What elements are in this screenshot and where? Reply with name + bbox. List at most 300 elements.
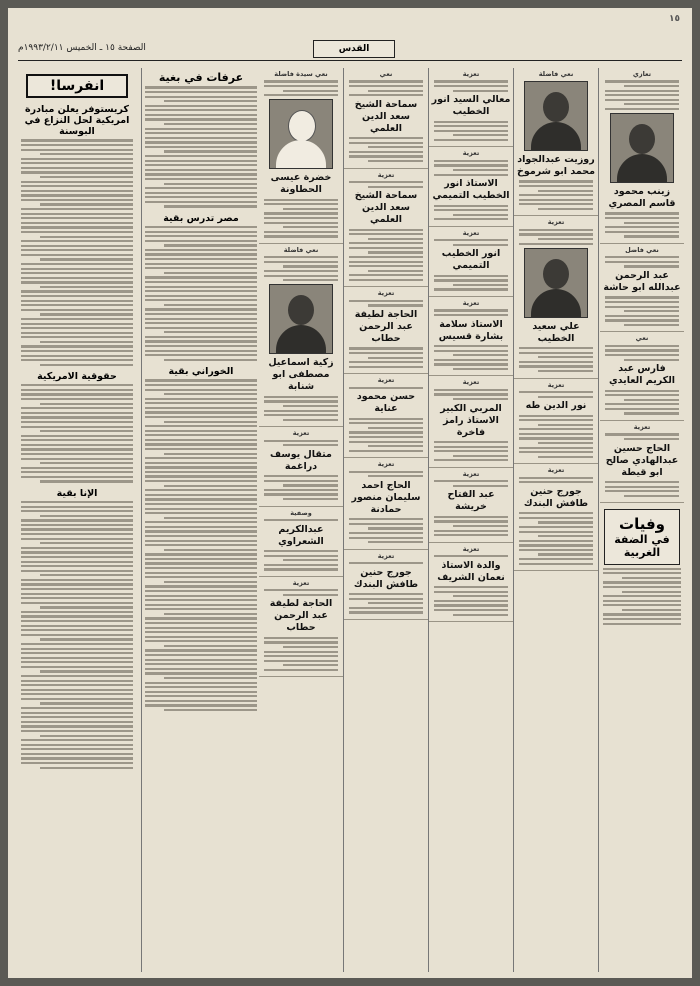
text-line [519, 180, 593, 182]
text-line [368, 251, 423, 253]
text-line [519, 428, 593, 430]
text-line [145, 498, 257, 500]
text-line [145, 434, 257, 436]
text-line [145, 379, 257, 381]
text-line [21, 519, 133, 521]
text-line [264, 660, 338, 662]
text-line [145, 231, 257, 233]
text-line [145, 521, 257, 523]
text-line [145, 354, 257, 356]
text-line [349, 593, 423, 595]
text-line [21, 149, 133, 151]
text-line [368, 146, 423, 148]
text-line [21, 389, 133, 391]
text-line [453, 485, 508, 487]
text-line [453, 368, 508, 370]
text-line [145, 340, 257, 342]
text-line [21, 213, 133, 215]
text-line [145, 249, 257, 251]
text-line [605, 256, 679, 258]
text-line [434, 125, 508, 127]
text-line [538, 456, 593, 458]
text-line [538, 442, 593, 444]
text-line [349, 518, 423, 520]
deceased-name: عبدالكريم الشعراوي [278, 523, 324, 547]
text-line [21, 226, 133, 228]
text-line [603, 623, 681, 625]
text-line [283, 646, 338, 648]
text-line [622, 577, 681, 579]
text-line [453, 134, 508, 136]
obituary-notice [600, 68, 684, 244]
text-line [21, 693, 133, 695]
text-line [264, 414, 338, 416]
text-line [349, 598, 423, 600]
text-line [264, 410, 338, 412]
text-line [519, 233, 593, 235]
text-line [21, 467, 133, 469]
portrait-photo [524, 81, 588, 151]
text-line [145, 141, 257, 143]
deceased-name: انور الخطيب التميمي [441, 248, 501, 272]
text-line [434, 130, 508, 132]
text-line [164, 421, 257, 423]
notice-kicker: تعزية [633, 423, 651, 432]
text-line [519, 203, 593, 205]
deceased-name: الحاجة لطيفة عبد الرحمن حطاب [354, 308, 418, 344]
text-line [145, 192, 257, 194]
text-line [145, 659, 257, 661]
text-line [21, 444, 133, 446]
text-line [21, 458, 133, 460]
obituary-notice [259, 68, 343, 244]
text-line [21, 350, 133, 352]
text-line [264, 568, 338, 570]
text-line [605, 261, 679, 263]
text-line [349, 94, 423, 96]
text-line [21, 712, 133, 714]
text-line [264, 641, 338, 643]
text-line [145, 96, 257, 98]
text-line [145, 668, 257, 670]
text-line [21, 181, 133, 183]
text-line [145, 398, 257, 400]
text-line [164, 150, 257, 152]
text-line [145, 187, 257, 189]
text-line [349, 387, 423, 389]
text-line [519, 361, 593, 363]
text-line [21, 661, 133, 663]
text-line [264, 199, 338, 201]
text-line [605, 296, 679, 298]
text-line [368, 186, 423, 188]
text-line [603, 595, 681, 597]
text-line [519, 477, 593, 479]
text-line [519, 391, 593, 393]
notice-kicker: تعزية [462, 149, 480, 158]
text-line [21, 393, 133, 395]
text-line [145, 686, 257, 688]
text-line [21, 171, 133, 173]
text-line [368, 475, 423, 477]
obituary-notice [259, 577, 343, 678]
article-subheading: حقوقية الامريكية [37, 370, 117, 382]
text-line [349, 181, 423, 183]
text-line [145, 276, 257, 278]
text-line [40, 462, 133, 464]
deceased-name: معالي السيد انور الخطيب [431, 94, 511, 118]
text-line [145, 604, 257, 606]
text-line [434, 359, 508, 361]
text-line [519, 352, 593, 354]
text-line [264, 212, 338, 214]
text-line [349, 537, 423, 539]
text-line [434, 389, 508, 391]
text-line [21, 538, 133, 540]
text-line [21, 707, 133, 709]
text-line [145, 654, 257, 656]
text-line [145, 700, 257, 702]
text-line [434, 609, 508, 611]
text-line [145, 576, 257, 578]
photo-silhouette [617, 154, 667, 183]
text-line [164, 485, 257, 487]
text-line [145, 553, 257, 555]
obituary-notice [344, 550, 428, 620]
text-line [264, 217, 338, 219]
text-line [21, 657, 133, 659]
portrait-photo [524, 248, 588, 318]
text-line [21, 739, 133, 741]
text-line [21, 398, 133, 400]
text-line [349, 361, 423, 363]
text-line [21, 634, 133, 636]
obituary-notice [600, 332, 684, 421]
text-line [145, 672, 257, 674]
text-line [40, 670, 133, 672]
text-line [145, 86, 257, 88]
text-line [624, 412, 679, 414]
text-line [519, 185, 593, 187]
text-line [40, 313, 133, 315]
text-line [21, 666, 133, 668]
text-line [21, 435, 133, 437]
obituary-notice [344, 287, 428, 374]
text-line [264, 489, 338, 491]
deceased-name: علي سعيد الخطيب [532, 320, 580, 344]
photo-silhouette [276, 140, 326, 169]
text-line [453, 525, 508, 527]
text-line [349, 279, 423, 281]
text-line [164, 205, 257, 207]
wafayat-heading [604, 509, 680, 565]
text-line [21, 426, 133, 428]
column-brand-logo: انفرسا! [26, 74, 128, 98]
text-line [21, 167, 133, 169]
text-line [21, 680, 133, 682]
text-line [21, 643, 133, 645]
text-line [21, 476, 133, 478]
page-date: الصفحة ١٥ ـ الخميس ١٩٩٣/٢/١١م [18, 43, 146, 53]
text-line [145, 535, 257, 537]
text-line [283, 559, 338, 561]
article-subheading: الإنا بقية [56, 487, 98, 499]
notice-kicker: تعزية [377, 460, 395, 469]
text-line [40, 403, 133, 405]
text-line [40, 364, 133, 366]
text-line [434, 121, 508, 123]
text-line [603, 572, 681, 574]
text-line [164, 359, 257, 361]
text-line [349, 274, 423, 276]
text-line [164, 517, 257, 519]
text-line [164, 183, 257, 185]
text-line [145, 627, 257, 629]
text-line [349, 431, 423, 433]
text-line [519, 415, 593, 417]
text-line [40, 767, 133, 769]
text-line [21, 185, 133, 187]
text-line [368, 238, 423, 240]
obituary-notice [259, 427, 343, 506]
text-line [145, 567, 257, 569]
text-line [21, 579, 133, 581]
text-line [453, 595, 508, 597]
text-line [145, 466, 257, 468]
text-line [21, 300, 133, 302]
text-line [21, 336, 133, 338]
text-line [264, 637, 338, 639]
text-line [145, 540, 257, 542]
text-line [538, 424, 593, 426]
text-line [264, 669, 338, 671]
text-line [519, 419, 593, 421]
text-line [264, 203, 338, 205]
text-line [21, 570, 133, 572]
text-line [21, 471, 133, 473]
text-line [21, 158, 133, 160]
text-line [519, 544, 593, 546]
text-line [519, 433, 593, 435]
text-line [603, 613, 681, 615]
deceased-name: نور الدين طه [525, 400, 587, 412]
text-line [349, 441, 423, 443]
text-line [283, 265, 338, 267]
text-line [21, 421, 133, 423]
notice-kicker: نعي [635, 334, 649, 343]
obituary-notice [600, 421, 684, 503]
text-line [21, 254, 133, 256]
wafayat-subtitle: في الضفة الغربية [614, 533, 670, 560]
news-column-right [141, 68, 260, 972]
text-line [145, 512, 257, 514]
text-line [434, 604, 508, 606]
text-line [434, 205, 508, 207]
text-line [40, 735, 133, 737]
deceased-name: حسن محمود عناية [356, 391, 416, 415]
notice-kicker: تعازي [632, 70, 652, 78]
deceased-name: الحاجة لطيفة عبد الرحمن حطاب [269, 598, 333, 634]
text-line [40, 236, 133, 238]
text-line [164, 677, 257, 679]
wafayat-title: وفيات [619, 515, 665, 534]
notice-kicker: نعي سيدة فاضلة [274, 70, 328, 78]
deceased-name: فارس عبد الكريم العايدي [608, 363, 676, 387]
text-line [145, 402, 257, 404]
text-line [21, 556, 133, 558]
text-line [21, 277, 133, 279]
deceased-name: سماحة الشيخ سعد الدين العلمي [354, 98, 418, 134]
deceased-name: عبد الرحمن عبدالله ابو حاشة [603, 270, 681, 294]
text-line [434, 275, 508, 277]
notice-kicker: تعزية [462, 228, 480, 237]
text-line [453, 455, 508, 457]
text-line [145, 137, 257, 139]
text-line [21, 332, 133, 334]
deceased-name: الاستاذ انور الخطيب التميمي [432, 178, 510, 202]
text-line [21, 384, 133, 386]
obituary-notice [514, 464, 598, 571]
deceased-name: جورج حنين طافش البندك [523, 485, 589, 509]
text-line [349, 532, 423, 534]
obituary-notice [344, 68, 428, 169]
text-line [145, 448, 257, 450]
text-line [21, 721, 133, 723]
text-line [624, 265, 679, 267]
photo-silhouette [531, 122, 581, 151]
text-line [434, 555, 508, 557]
text-line [264, 222, 338, 224]
text-line [538, 190, 593, 192]
text-line [624, 324, 679, 326]
text-line [21, 309, 133, 311]
text-line [349, 229, 423, 231]
obit-column-5 [259, 68, 344, 972]
text-line [145, 318, 257, 320]
text-line [40, 480, 133, 482]
text-line [264, 480, 338, 482]
text-line [519, 347, 593, 349]
deceased-name: المربي الكبير الاستاذ رامز فاخرة [440, 402, 502, 438]
deceased-name: والدة الاستاذ نعمان الشريف [437, 559, 505, 583]
text-line [434, 345, 508, 347]
text-line [21, 208, 133, 210]
deceased-name: زينب محمود قاسم المصري [608, 186, 676, 210]
text-line [605, 490, 679, 492]
text-line [21, 290, 133, 292]
text-line [40, 606, 133, 608]
text-line [21, 593, 133, 595]
text-line [264, 256, 338, 258]
obituary-notice [344, 374, 428, 458]
text-line [453, 90, 508, 92]
text-line [368, 602, 423, 604]
text-line [519, 447, 593, 449]
text-line [21, 217, 133, 219]
text-line [264, 85, 338, 87]
text-line [349, 347, 423, 349]
text-line [368, 160, 423, 162]
text-line [145, 267, 257, 269]
text-line [145, 503, 257, 505]
text-line [145, 345, 257, 347]
text-line [622, 609, 681, 611]
text-line [605, 217, 679, 219]
text-line [264, 235, 338, 237]
text-line [21, 318, 133, 320]
text-line [40, 341, 133, 343]
deceased-name: خضرة عيسى الحطاونة [270, 172, 332, 196]
text-line [349, 265, 423, 267]
text-line [21, 240, 133, 242]
text-line [40, 638, 133, 640]
text-line [538, 535, 593, 537]
text-line [624, 495, 679, 497]
text-line [434, 288, 508, 290]
notice-kicker: تعزية [547, 218, 565, 227]
text-line [283, 444, 338, 446]
text-line [434, 174, 508, 176]
obituary-notice [429, 297, 513, 376]
notice-kicker: وصفية [290, 508, 312, 517]
text-line [264, 550, 338, 552]
text-line [605, 394, 679, 396]
text-line [21, 231, 133, 233]
text-line [434, 586, 508, 588]
text-line [145, 164, 257, 166]
text-line [145, 471, 257, 473]
text-line [605, 306, 679, 308]
text-line [624, 310, 679, 312]
notice-kicker: تعزية [547, 380, 565, 389]
text-line [368, 357, 423, 359]
text-line [349, 366, 423, 368]
text-line [434, 441, 508, 443]
text-line [624, 438, 679, 440]
text-line [605, 433, 679, 435]
text-line [145, 425, 257, 427]
text-line [453, 354, 508, 356]
photo-silhouette [288, 110, 316, 142]
text-line [21, 748, 133, 750]
text-line [283, 419, 338, 421]
text-line [21, 533, 133, 535]
photo-silhouette [288, 295, 314, 325]
text-line [368, 541, 423, 543]
text-line [519, 558, 593, 560]
text-line [21, 625, 133, 627]
text-line [519, 243, 593, 245]
text-line [624, 222, 679, 224]
text-line [264, 655, 338, 657]
portrait-photo [610, 113, 674, 183]
text-line [145, 530, 257, 532]
text-line [434, 534, 508, 536]
text-line [538, 238, 593, 240]
notice-kicker: نعي فاضلة [283, 245, 319, 254]
text-line [145, 608, 257, 610]
obit-column-2 [514, 68, 599, 972]
text-line [145, 617, 257, 619]
text-line [605, 345, 679, 347]
text-line [21, 648, 133, 650]
text-line [434, 350, 508, 352]
text-line [434, 591, 508, 593]
text-line [21, 716, 133, 718]
text-line [21, 268, 133, 270]
text-line [21, 684, 133, 686]
text-line [453, 614, 508, 616]
